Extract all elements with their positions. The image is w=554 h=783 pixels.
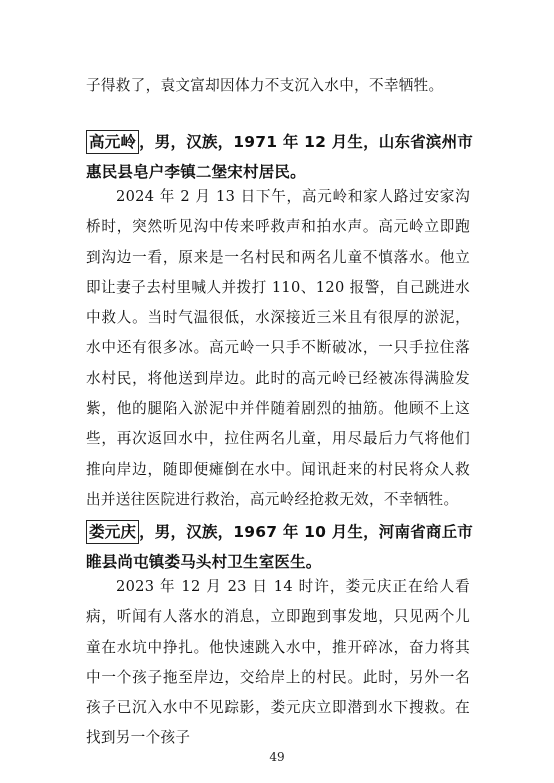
section-body-gao-yuanling: 2024 年 2 月 13 日下午，高元岭和家人路过安家沟桥时，突然听见沟中传来呼救声和拍水声。高元岭立即跑到沟边一看，原来是一名村民和两名儿童不慎落水。他立即让妻子去村里喊人并拨打 110、120 报警，自己跳进水中救人。当时气温很低，水深接近三米且有很厚的淤泥，水中还有很多冰。高元岭一只手不断破冰，一只手拉住落水村民，将他送到岸边。此时的高元岭已经被冻得满脸发紫，他的腿陷入淤泥中并伴随着剧烈的抽筋。他顾不上这些，再次返回水中，拉住两名儿童，用尽最后力气将他们推向岸边，随即便瘫倒在水中。闻讯赶来的村民将众人救出并送往医院进行救治，高元岭经抢救无效，不幸牺牲。	[86, 188, 470, 508]
heading-details-gao-yuanling: ，男，汉族，1971 年 12 月生，山东省滨州市惠民县皂户李镇二堡宋村居民。	[86, 133, 474, 181]
section-heading-lou-yuanqing	[86, 517, 478, 577]
heading-details-lou-yuanqing: ，男，汉族，1967 年 10 月生，河南省商丘市睢县尚屯镇娄马头村卫生室医生。	[86, 523, 474, 571]
person-name-gao-yuanling: 高元岭	[86, 130, 139, 154]
section-body-lou-yuanqing: 2023 年 12 月 23 日 14 时许，娄元庆正在给人看病，听闻有人落水的消息，立即跑到事发地，只见两个儿童在水坑中挣扎。他快速跳入水中，推开碎冰，奋力将其中一个孩子拖至岸边，交给岸上的村民。此时，另外一名孩子已沉入水中不见踪影，娄元庆立即潜到水下搜救。在找到另一个孩子	[86, 578, 470, 747]
continuation-paragraph: 子得救了，袁文富却因体力不支沉入水中，不幸牺牲。	[86, 77, 444, 94]
section-heading-gao-yuanling	[86, 127, 478, 187]
page-number: 49	[269, 750, 285, 764]
person-name-lou-yuanqing: 娄元庆	[86, 520, 139, 544]
